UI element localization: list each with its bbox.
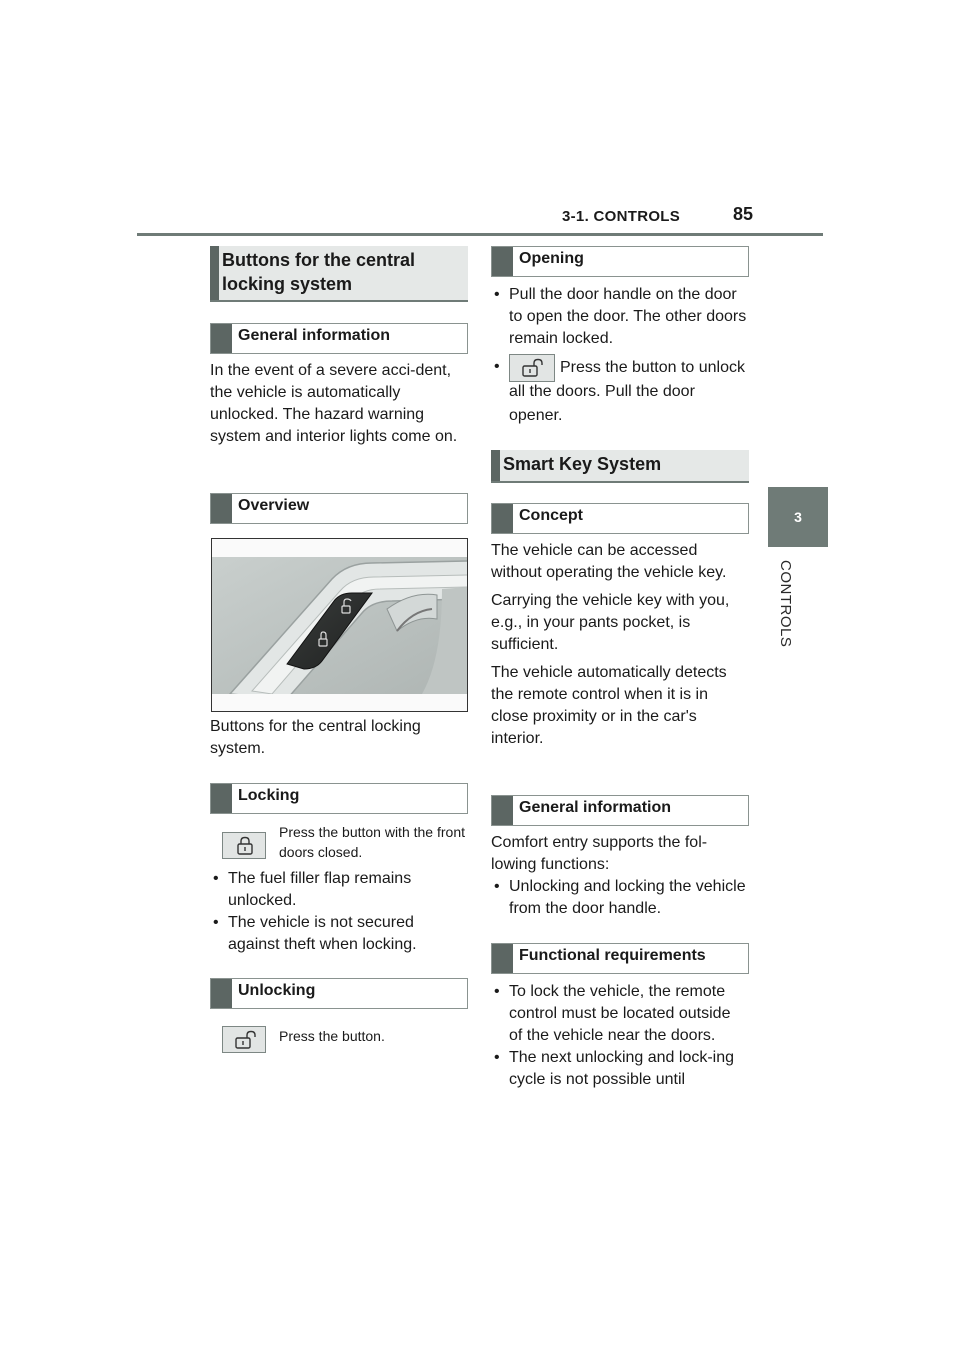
subheading-concept: Concept [491, 503, 749, 534]
page-number: 85 [733, 204, 754, 224]
subheading-unlocking: Unlocking [210, 978, 468, 1009]
chapter-tab: 3 [768, 487, 828, 547]
list-item: • The fuel filler flap remains unlocked. [210, 868, 466, 912]
unlocking-note: Press the button. [279, 1028, 385, 1044]
list-item: • Unlocking and locking the vehicle from the door handle. [491, 876, 747, 920]
subheading-opening: Opening [491, 246, 749, 277]
list-item: • To lock the vehicle, the remote control must be located outside of the vehicle near the doors. [491, 981, 747, 1047]
lock-open-icon [222, 1026, 266, 1053]
lock-open-icon [509, 354, 555, 382]
subheading-functional-requirements: Functional requirements [491, 943, 749, 974]
lock-closed-icon [222, 832, 266, 859]
subheading-locking: Locking [210, 783, 468, 814]
main-heading: Buttons for the central locking system [210, 246, 468, 302]
general-text-2: Comfort entry supports the fol-lowing functions: • Unlocking and locking the vehicle from the door handle. [491, 832, 747, 920]
door-buttons-figure [211, 538, 468, 712]
locking-note: Press the button with the front doors closed. [279, 824, 465, 860]
header-rule [137, 233, 823, 236]
list-item: Press the button to unlock all the doors. Pull the door opener. [509, 359, 745, 424]
figure-caption: Buttons for the central locking system. [210, 718, 421, 757]
smart-key-heading: Smart Key System [491, 450, 749, 483]
locking-bullets [210, 868, 466, 956]
section-title: 3-1. CONTROLS [562, 208, 681, 225]
chapter-side-label: CONTROLS [777, 560, 794, 648]
opening-bullet-with-icon: • Press the button to unlock all the doors. Pull the door opener. [491, 356, 747, 428]
subheading-overview: Overview [210, 493, 468, 524]
subheading-general-information-2: General information [491, 795, 749, 826]
concept-text: The vehicle can be accessed without operating the vehicle key. Carrying the vehicle key with you, e.g., in your pants pocket, is sufficient. The vehicle automatically detects the remote control when it is in close proximity or in the car's interior. [491, 542, 730, 747]
general-text: In the event of a severe acci-dent, the vehicle is automatically unlocked. The hazard warning system and interior lights come on. [210, 362, 458, 445]
subheading-general-information: General information [210, 323, 468, 354]
functional-bullets [491, 981, 747, 1091]
opening-bullets [491, 284, 747, 358]
list-item: • The vehicle is not secured against theft when locking. [210, 912, 466, 956]
list-item: • Pull the door handle on the door to open the door. The other doors remain locked. [491, 284, 747, 350]
list-item: • The next unlocking and lock-ing cycle is not possible until [491, 1047, 747, 1091]
